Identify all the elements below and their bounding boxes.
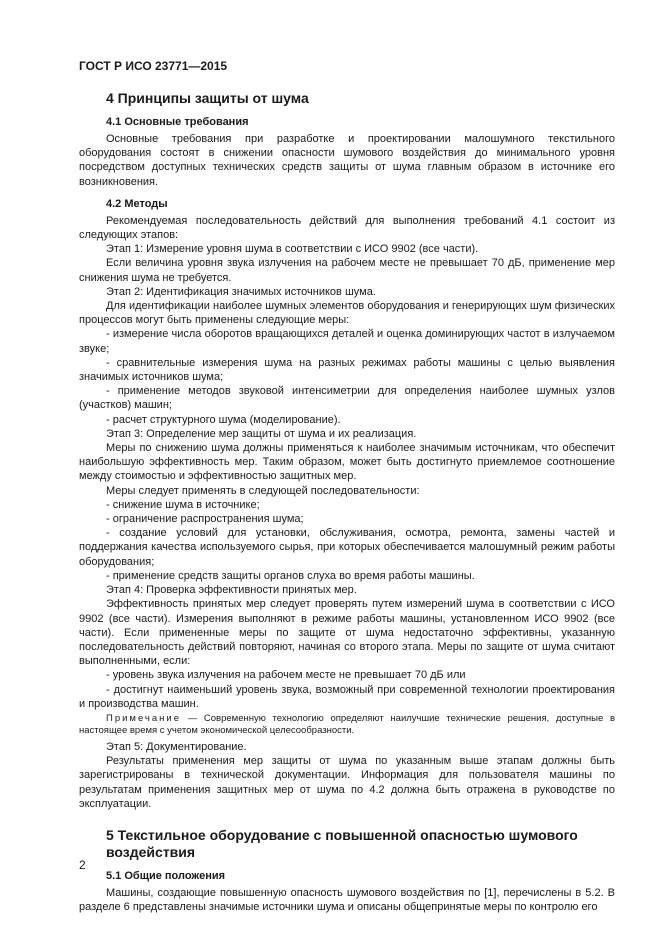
paragraph: Если величина уровня звука излучения на рабочем месте не превышает 70 дБ, применение мер снижения шума не требуется. bbox=[79, 257, 615, 284]
list-item: - ограничение распространения шума; bbox=[106, 513, 304, 526]
list-item: - снижение шума в источнике; bbox=[106, 498, 260, 511]
section-4-title: 4 Принципы защиты от шума bbox=[106, 90, 309, 106]
section-5-1-title: 5.1 Общие положения bbox=[106, 869, 226, 882]
paragraph: Меры по снижению шума должны применяться к наиболее значимым источникам, что обеспечит наибольшую эффективность мер. Таким образом, может быть достигнуто приемлемое соотношение между стоимостью и эффективностью защитных мер. bbox=[79, 442, 615, 483]
paragraph: Этап 2: Идентификация значимых источников шума. bbox=[106, 285, 376, 298]
paragraph: Машины, создающие повышенную опасность шумового воздействия по [1], перечислены в 5.2. В разделе 6 представлены значимые источники шума и описаны общепринятые меры по контролю его bbox=[79, 886, 615, 914]
list-item: - сравнительные измерения шума на разных режимах работы машины с целью выявления значимых источников шума; bbox=[79, 356, 615, 384]
list-item: - измерение числа оборотов вращающихся деталей и оценка доминирующих частот в излучаемом звуке; bbox=[79, 328, 615, 355]
page-content bbox=[79, 90, 615, 914]
paragraph: Основные требования при разработке и проектировании малошумного текстильного оборудования состоят в снижении опасности шумового воздействия до минимального уровня посредством доступных технических средств защиты от шума главным образом в источнике его возникновения. bbox=[79, 133, 615, 188]
note bbox=[79, 713, 615, 738]
list-item: - применение методов звуковой интенсиметрии для определения наиболее шумных узлов (участков) машин; bbox=[79, 385, 615, 412]
paragraph: Для идентификации наиболее шумных элементов оборудования и генерирующих шум физических процессов могут быть применены следующие меры: bbox=[79, 300, 615, 327]
list-item: - достигнут наименьший уровень звука, возможный при современной технологии проектирования и производства машин. bbox=[79, 683, 615, 710]
page-number: 2 bbox=[79, 858, 86, 872]
paragraph: Этап 1: Измерение уровня шума в соответствии с ИСО 9902 (все части). bbox=[106, 243, 479, 256]
paragraph: Эффективность принятых мер следует проверять путем измерений шума в соответствии с ИСО 9902 (все части). Измерения выполняют в режиме работы машины, установленном ИСО 9902 (все части). Если примененные меры по защите от шума недостаточно эффективны, указанную последовательность действий повторяют, начиная со второго этапа. Меры по защите от шума считают выполненными, если: bbox=[79, 598, 615, 668]
paragraph: Рекомендуемая последовательность действий для выполнения требований 4.1 состоит из следующих этапов: bbox=[79, 214, 615, 242]
paragraph: Этап 4: Проверка эффективности принятых мер. bbox=[106, 584, 357, 597]
note-label: Примечание bbox=[106, 712, 181, 724]
list-item: - расчет структурного шума (моделирование). bbox=[106, 413, 341, 426]
note-text: — Современную технологию определяют наилучшие технические решения, доступные в настоящее время с учетом экономической целесообразности. bbox=[79, 712, 615, 737]
paragraph: Этап 5: Документирование. bbox=[106, 740, 247, 753]
list-item: - применение средств защиты органов слуха во время работы машины. bbox=[106, 569, 475, 582]
paragraph: Этап 3: Определение мер защиты от шума и их реализация. bbox=[106, 427, 417, 440]
paragraph: Результаты применения мер защиты от шума по указанным выше этапам должны быть зарегистрированы в технической документации. Информация для пользователя машины по результатам применения защитных мер от шума по 4.2 должна быть отражена в руководстве по эксплуатации. bbox=[79, 755, 615, 810]
section-5-title: 5 Текстильное оборудование с повышенной опасностью шумового воздействия bbox=[106, 826, 578, 860]
paragraph: Меры следует применять в следующей последовательности: bbox=[106, 484, 420, 497]
list-item: - уровень звука излучения на рабочем месте не превышает 70 дБ или bbox=[106, 669, 466, 682]
document-header: ГОСТ Р ИСО 23771—2015 bbox=[79, 59, 228, 73]
list-item: - создание условий для установки, обслуживания, осмотра, ремонта, замены частей и поддержания качества используемого сырья, при которых обеспечивается малошумный режим работы оборудования; bbox=[79, 527, 615, 568]
section-4-1-title: 4.1 Основные требования bbox=[106, 116, 249, 128]
section-4-2-title: 4.2 Методы bbox=[106, 197, 168, 210]
